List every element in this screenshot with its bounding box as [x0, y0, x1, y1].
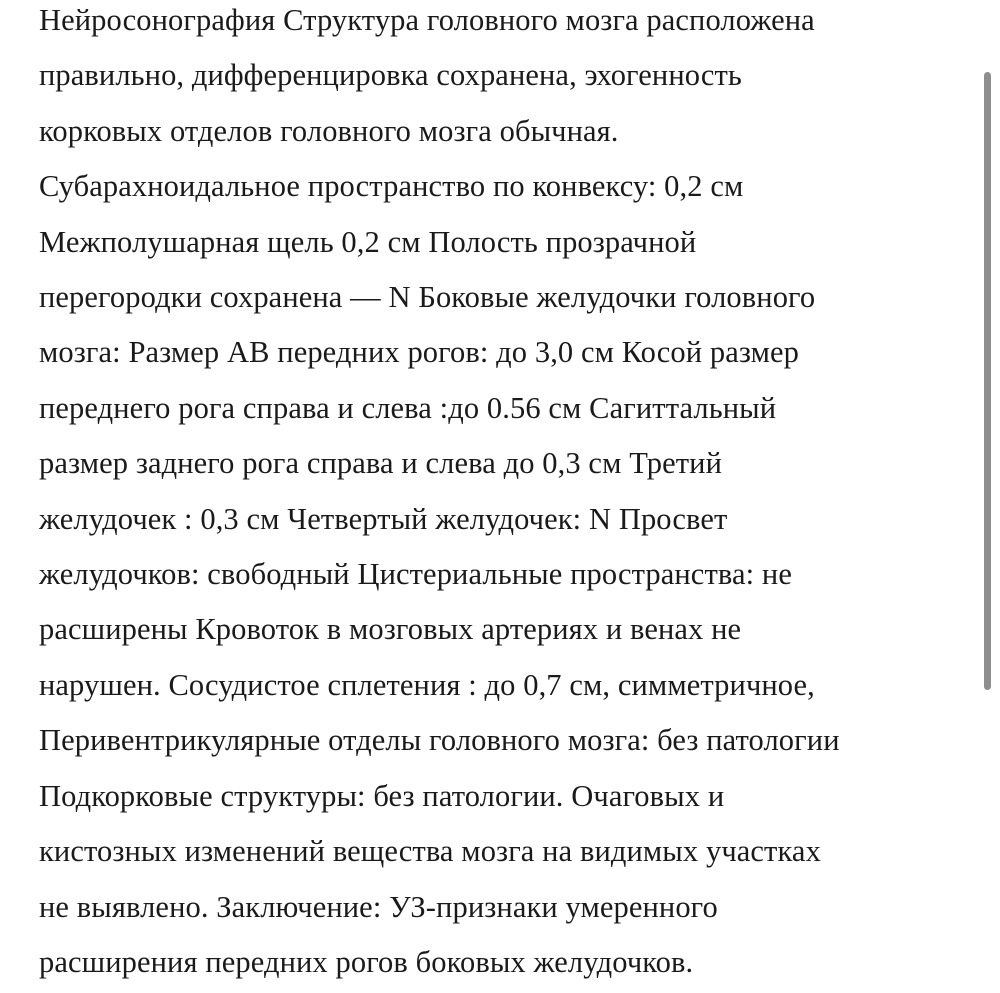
text-line: Подкорковые структуры: без патологии. Очаговых и	[39, 778, 725, 813]
text-line: корковых отделов головного мозга обычная.	[39, 113, 619, 148]
text-line: Нейросонография Структура головного мозга расположена	[39, 3, 815, 37]
text-line: нарушен. Сосудистое сплетения : до 0,7 см, симметричное,	[39, 667, 815, 702]
text-line: желудочков: свободный Цистериальные пространства: не	[39, 557, 792, 592]
text-line: Межполушарная щель 0,2 см Полость прозрачной	[39, 224, 697, 259]
text-line: Перивентрикулярные отделы головного мозга: без патологии	[39, 723, 840, 758]
report-text	[39, 0, 959, 990]
text-line: желудочек : 0,3 см Четвертый желудочек: N Просвет	[39, 501, 728, 536]
text-line: кистозных изменений вещества мозга на видимых участках	[39, 834, 821, 869]
vertical-scrollbar[interactable]	[984, 72, 991, 690]
text-line: не выявлено. Заключение: УЗ-признаки умеренного	[39, 889, 718, 924]
text-line: правильно, дифференцировка сохранена, эхогенность	[39, 58, 742, 93]
text-line: расширения передних рогов боковых желудочков.	[39, 944, 694, 979]
text-line: перегородки сохранена — N Боковые желудочки головного	[39, 280, 816, 315]
text-line: размер заднего рога справа и слева до 0,3 см Третий	[39, 446, 723, 481]
text-line: мозга: Размер АВ передних рогов: до 3,0 см Косой размер	[39, 335, 800, 370]
text-line: Субарахноидальное пространство по конвексу: 0,2 см	[39, 169, 744, 204]
text-line: переднего рога справа и слева :до 0.56 см Сагиттальный	[39, 390, 777, 425]
text-line: расширены Кровоток в мозговых артериях и венах не	[39, 612, 742, 647]
